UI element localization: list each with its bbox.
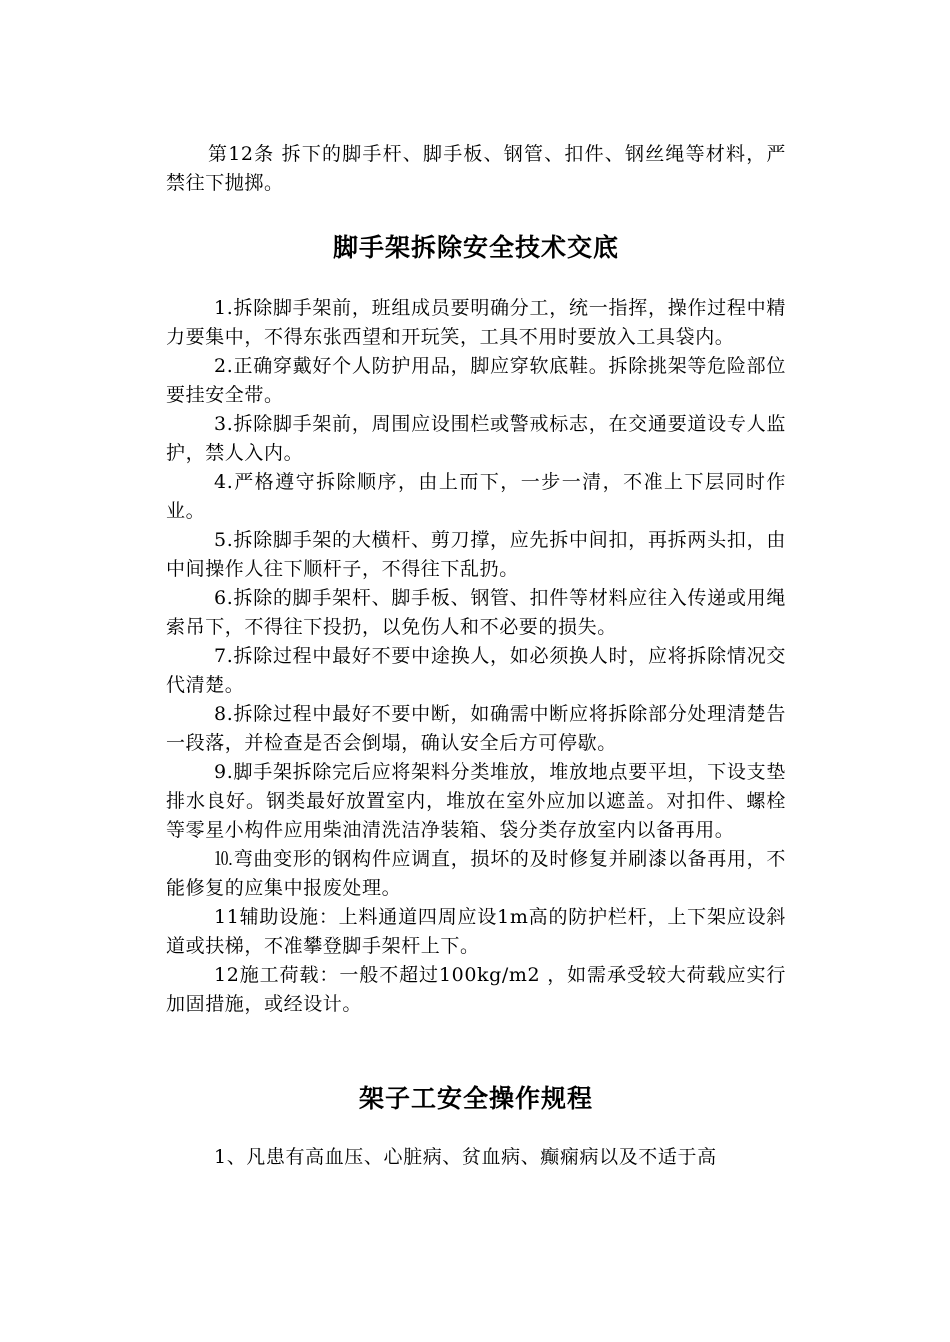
list-item: 5.拆除脚手架的大横杆、剪刀撑，应先拆中间扣，再拆两头扣，由中间操作人往下顺杆子，不得往下乱扔。 <box>166 529 786 580</box>
scaffolder-rules-list <box>166 1143 786 1172</box>
list-item: 4.严格遵守拆除顺序，由上而下，一步一清，不准上下层同时作业。 <box>166 471 786 522</box>
list-item: 11辅助设施：上料通道四周应设1m高的防护栏杆，上下架应设斜道或扶梯，不准攀登脚手架杆上下。 <box>166 906 786 957</box>
list-item: 7.拆除过程中最好不要中途换人，如必须换人时，应将拆除情况交代清楚。 <box>166 645 786 696</box>
list-item: 1、凡患有高血压、心脏病、贫血病、癫痫病以及不适于高 <box>214 1146 717 1168</box>
list-item: 6.拆除的脚手架杆、脚手板、钢管、扣件等材料应往入传递或用绳索吊下，不得往下投扔，以免伤人和不必要的损失。 <box>166 587 786 638</box>
intro-paragraph: 第12条 拆下的脚手杆、脚手板、钢管、扣件、钢丝绳等材料，严禁往下抛掷。 <box>166 143 786 194</box>
section-title-scaffolder-rules: 架子工安全操作规程 <box>358 1084 593 1113</box>
list-item: 3.拆除脚手架前，周围应设围栏或警戒标志，在交通要道设专人监护，禁人入内。 <box>166 413 786 464</box>
scaffold-removal-list <box>166 294 786 1019</box>
list-item: 9.脚手架拆除完后应将架料分类堆放，堆放地点要平坦，下设支垫排水良好。钢类最好放置室内，堆放在室外应加以遮盖。对扣件、螺栓等零星小构件应用柴油清洗洁净装箱、袋分类存放室内以备再用。 <box>166 761 786 841</box>
document-page <box>166 140 786 1172</box>
list-item: 1.拆除脚手架前，班组成员要明确分工，统一指挥，操作过程中精力要集中，不得东张西望和开玩笑，工具不用时要放入工具袋内。 <box>166 297 786 348</box>
section-title-scaffold-removal: 脚手架拆除安全技术交底 <box>332 233 619 262</box>
list-item: 2.正确穿戴好个人防护用品，脚应穿软底鞋。拆除挑架等危险部位要挂安全带。 <box>166 355 786 406</box>
list-item: ⒑弯曲变形的钢构件应调直，损坏的及时修复并刷漆以备再用，不能修复的应集中报废处理。 <box>166 848 786 899</box>
list-item: 12施工荷载：一般不超过100kg/m2 ，如需承受较大荷载应实行加固措施，或经设计。 <box>166 964 786 1015</box>
list-item: 8.拆除过程中最好不要中断，如确需中断应将拆除部分处理清楚告一段落，并检查是否会倒塌，确认安全后方可停歇。 <box>166 703 786 754</box>
